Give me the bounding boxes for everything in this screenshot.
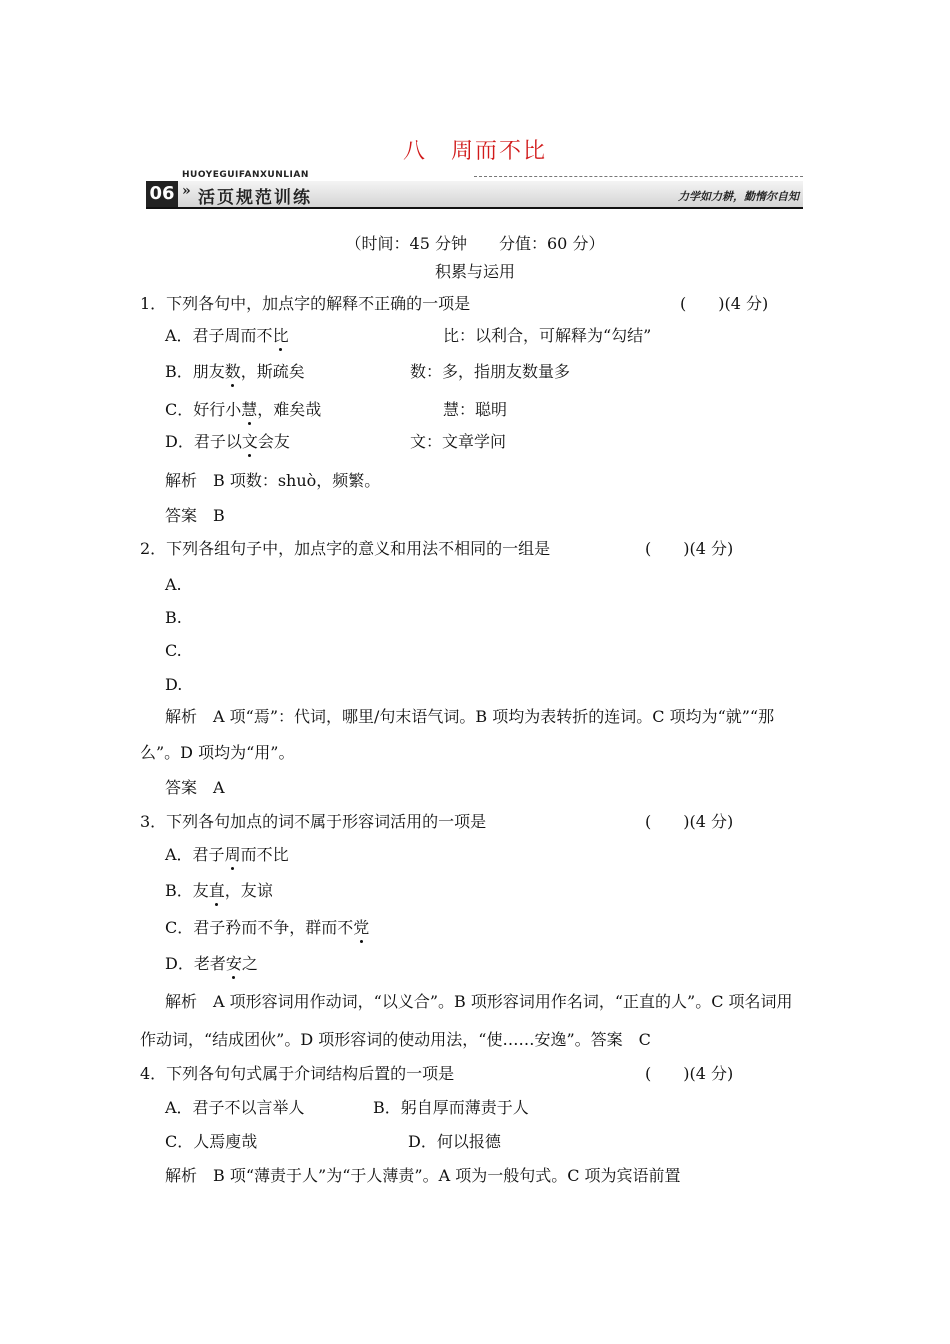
section-banner [146, 170, 803, 212]
q3-option-a: A．君子周而不比 [165, 845, 289, 864]
dotted-char: 比 [272, 326, 289, 345]
q1-gloss-b: 数：多，指朋友数量多 [410, 362, 571, 381]
q1-option-c: C．好行小慧，难矣哉 [165, 400, 322, 419]
banner-bar [146, 181, 803, 209]
q4-option-b: B．躬自厚而薄责于人 [373, 1098, 529, 1117]
q4-option-d: D．何以报德 [408, 1132, 501, 1151]
page-title: 八 周而不比 [402, 139, 547, 164]
q4-stem: 4．下列各句句式属于介词结构后置的一项是 [140, 1064, 455, 1083]
q1-answer: 答案 B [165, 506, 225, 525]
banner-name: 活页规范训练 [198, 188, 312, 208]
q4-analysis: 解析 B 项“薄责于人”为“于人薄责”。A 项为一般句式。C 项为宾语前置 [165, 1166, 681, 1185]
q1-gloss-a: 比：以利合，可解释为“勾结” [443, 326, 652, 345]
q3-option-c: C．君子矜而不争，群而不党 [165, 918, 370, 937]
q2-option-b: B. [165, 608, 182, 627]
q2-option-c: C. [165, 641, 182, 660]
dotted-char: 慧 [241, 400, 258, 419]
section-heading: 积累与运用 [434, 262, 515, 281]
dotted-char: 文 [241, 432, 258, 451]
q3-stem: 3．下列各句加点的词不属于形容词活用的一项是 [140, 812, 487, 831]
q3-score: ( )(4 分) [645, 812, 734, 831]
q1-option-d: D．君子以文会友 [165, 432, 290, 451]
q2-option-d: D. [165, 675, 183, 694]
exam-info: （时间：45 分钟 分值：60 分） [345, 234, 605, 253]
q1-score: ( )(4 分) [680, 294, 769, 313]
dotted-char: 周 [224, 845, 241, 864]
dotted-char: 直 [208, 881, 225, 900]
q4-option-a: A．君子不以言举人 [165, 1098, 305, 1117]
q2-answer: 答案 A [165, 778, 225, 797]
q2-option-a: A. [165, 575, 182, 594]
banner-motto: 力学如力耕，勤惰尔自知 [678, 190, 799, 203]
q1-analysis: 解析 B 项数：shuò，频繁。 [165, 471, 381, 490]
q1-option-a: A．君子周而不比 [165, 326, 289, 345]
q1-stem: 1．下列各句中，加点字的解释不正确的一项是 [140, 294, 471, 313]
dotted-char: 党 [353, 918, 370, 937]
banner-dashed-rule [474, 176, 803, 177]
q2-score: ( )(4 分) [645, 539, 734, 558]
dotted-char: 数 [224, 362, 241, 381]
dotted-char: 安 [225, 954, 242, 973]
banner-number: 06 [146, 181, 178, 207]
q4-score: ( )(4 分) [645, 1064, 734, 1083]
banner-pinyin: HUOYEGUIFANXUNLIAN [182, 170, 309, 180]
q1-option-b: B．朋友数，斯疏矣 [165, 362, 305, 381]
q4-option-c: C．人焉廋哉 [165, 1132, 258, 1151]
q2-analysis-line1: 解析 A 项“焉”：代词，哪里/句末语气词。B 项均为表转折的连词。C 项均为“就”“那 [165, 707, 775, 726]
q3-analysis-line1: 解析 A 项形容词用作动词，“以义合”。B 项形容词用作名词，“正直的人”。C 项名词用 [165, 992, 793, 1011]
q3-option-d: D．老者安之 [165, 954, 258, 973]
q3-option-b: B．友直，友谅 [165, 881, 273, 900]
q3-analysis-line2: 作动词，“结成团伙”。D 项形容词的使动用法，“使……安逸”。答案 C [140, 1030, 651, 1049]
double-arrow-icon: » [182, 183, 191, 199]
q2-stem: 2．下列各组句子中，加点字的意义和用法不相同的一组是 [140, 539, 551, 558]
q1-gloss-c: 慧：聪明 [443, 400, 508, 419]
q1-gloss-d: 文：文章学问 [410, 432, 507, 451]
q2-analysis-line2: 么”。D 项均为“用”。 [140, 743, 295, 762]
